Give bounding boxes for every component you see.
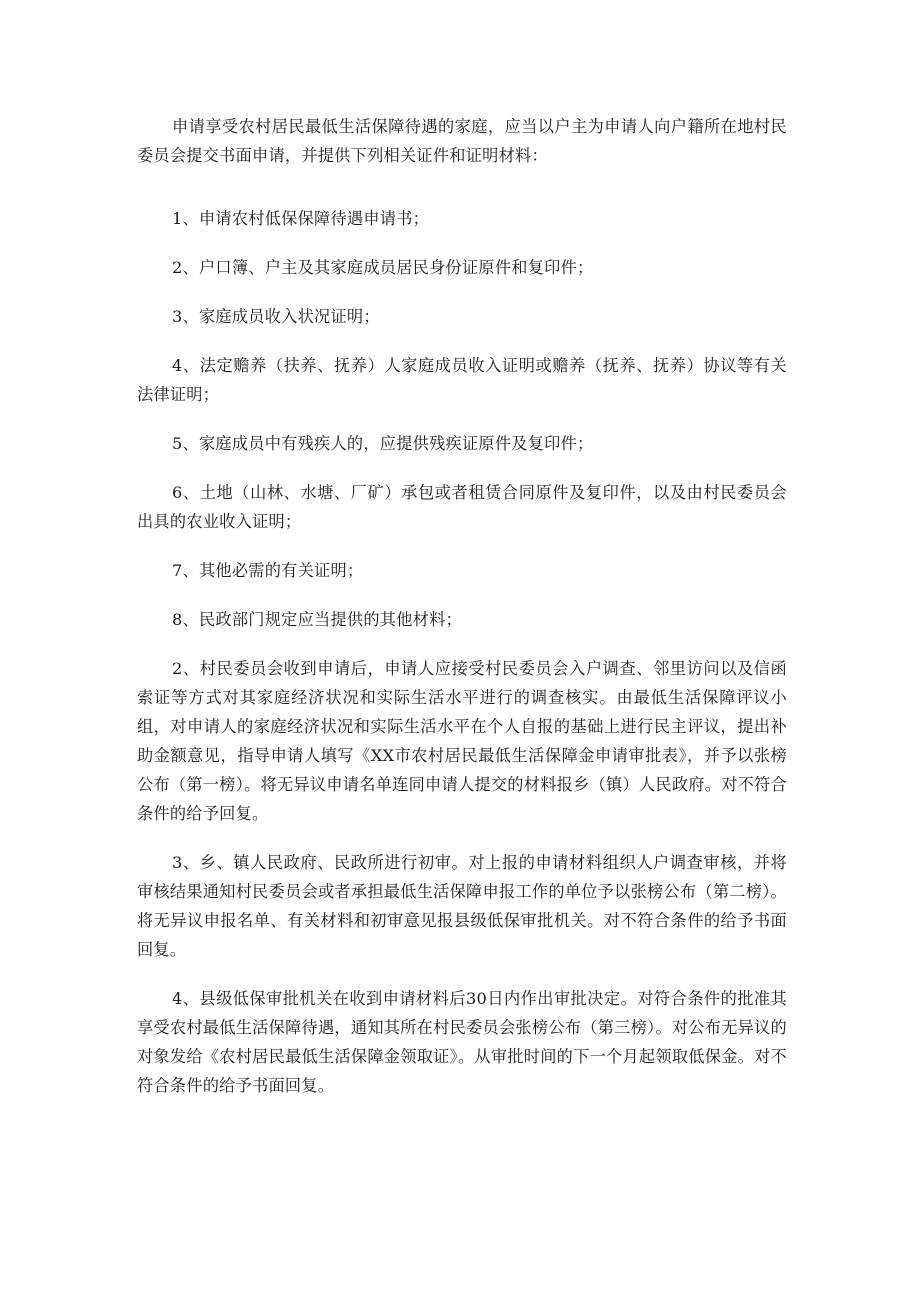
document-body bbox=[137, 112, 787, 1120]
list-item: 8、民政部门规定应当提供的其他材料； bbox=[172, 610, 462, 629]
step-paragraph: 4、县级低保审批机关在收到申请材料后30日内作出审批决定。对符合条件的批准其享受农村最低生活保障待遇，通知其所在村民委员会张榜公布（第三榜）。对公布无异议的对象发给《农村居民最低生活保障金领取证》。从审批时间的下一个月起领取低保金。对不符合条件的给予书面回复。 bbox=[137, 989, 787, 1095]
step-paragraph: 3、乡、镇人民政府、民政所进行初审。对上报的申请材料组织人户调查审核，并将审核结果通知村民委员会或者承担最低生活保障申报工作的单位予以张榜公布（第二榜）。将无异议申报名单、有关材料和初审意见报县级低保审批机关。对不符合条件的给予书面回复。 bbox=[137, 853, 787, 959]
intro-paragraph: 申请享受农村居民最低生活保障待遇的家庭，应当以户主为申请人向户籍所在地村民委员会提交书面申请，并提供下列相关证件和证明材料： bbox=[137, 117, 787, 165]
list-item: 1、申请农村低保保障待遇申请书； bbox=[172, 209, 430, 228]
list-item: 6、土地（山林、水塘、厂矿）承包或者租赁合同原件及复印件，以及由村民委员会出具的农业收入证明； bbox=[137, 483, 787, 531]
list-item: 5、家庭成员中有残疾人的，应提供残疾证原件及复印件； bbox=[172, 434, 594, 453]
list-item: 4、法定赡养（扶养、抚养）人家庭成员收入证明或赡养（抚养、抚养）协议等有关法律证明； bbox=[137, 356, 787, 404]
list-item: 3、家庭成员收入状况证明； bbox=[172, 307, 380, 326]
list-item: 7、其他必需的有关证明； bbox=[172, 561, 364, 580]
list-item: 2、户口簿、户主及其家庭成员居民身份证原件和复印件； bbox=[172, 258, 594, 277]
procedure-steps bbox=[137, 654, 787, 1100]
required-materials-list bbox=[137, 204, 787, 634]
step-paragraph: 2、村民委员会收到申请后，申请人应接受村民委员会入户调查、邻里访问以及信函索证等方式对其家庭经济状况和实际生活水平进行的调查核实。由最低生活保障评议小组，对申请人的家庭经济状况和实际生活水平在个人自报的基础上进行民主评议，提出补助金额意见，指导申请人填写《XX市农村居民最低生活保障金申请审批表》，并予以张榜公布（第一榜）。将无异议申请名单连同申请人提交的材料报乡（镇）人民政府。对不符合条件的给予回复。 bbox=[137, 659, 787, 823]
